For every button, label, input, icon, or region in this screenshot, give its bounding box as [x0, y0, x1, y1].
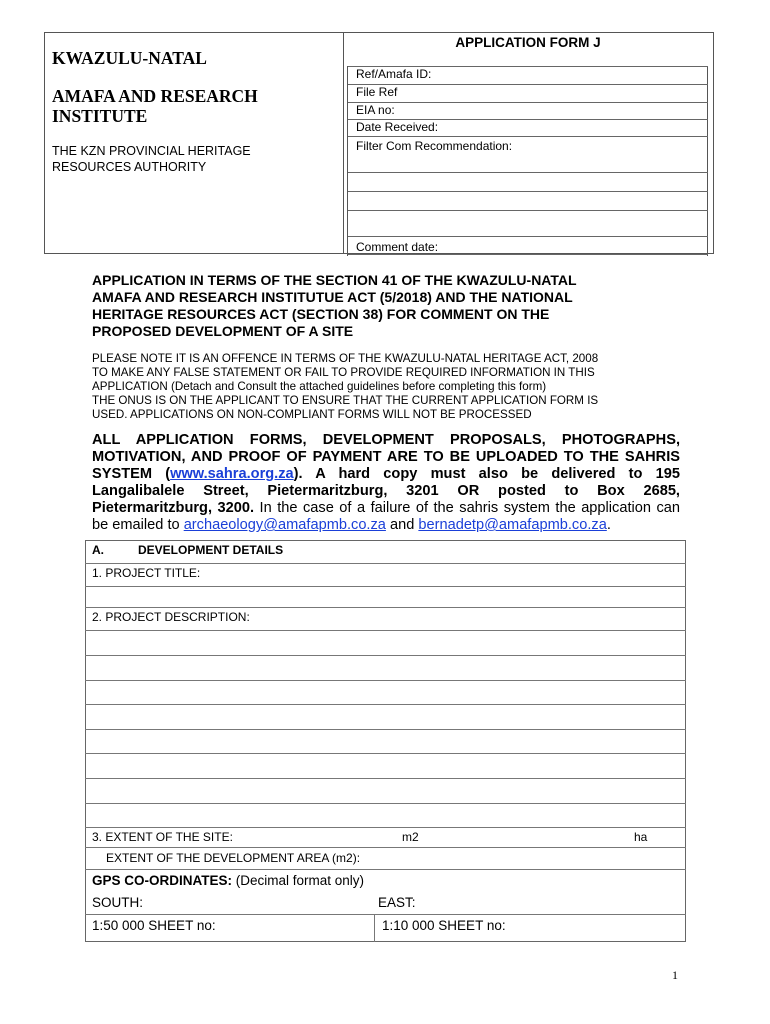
row-divider	[85, 729, 686, 730]
filter-com-field[interactable]	[348, 136, 708, 154]
eia-no-field[interactable]	[348, 102, 708, 119]
org-name-line2: AMAFA AND RESEARCH	[52, 86, 258, 106]
bernadetp-email-link[interactable]: bernadetp@amafapmb.co.za	[418, 517, 607, 533]
main-heading-line4: PROPOSED DEVELOPMENT OF A SITE	[92, 323, 354, 339]
row-divider	[85, 655, 686, 656]
notice-line1: PLEASE NOTE IT IS AN OFFENCE IN TERMS OF THE KWAZULU-NATAL HERITAGE ACT, 2008	[92, 352, 599, 365]
header-divider	[343, 32, 344, 254]
org-name-line1: KWAZULU-NATAL	[52, 48, 207, 68]
row-divider	[85, 607, 686, 608]
upload-notice-end: .	[606, 517, 611, 533]
column-divider	[374, 914, 375, 942]
sheet-10k-label: 1:10 000 SHEET no:	[382, 918, 506, 933]
offence-notice	[92, 352, 692, 422]
eia-no-label: EIA no:	[356, 103, 395, 117]
row-divider	[85, 563, 686, 564]
authority-line2: RESOURCES AUTHORITY	[52, 160, 207, 174]
row-divider	[85, 869, 686, 870]
archaeology-email-link[interactable]: archaeology@amafapmb.co.za	[183, 517, 386, 533]
upload-notice	[92, 432, 680, 534]
extent-development-label: EXTENT OF THE DEVELOPMENT AREA (m2):	[106, 851, 361, 865]
upload-notice-and: and	[385, 517, 419, 533]
upload-notice-text3: In the case of a failure of the sahris system the application can be emailed to	[92, 500, 680, 533]
gps-label: GPS CO-ORDINATES:	[92, 873, 233, 888]
row-divider	[85, 778, 686, 779]
row-divider	[85, 827, 686, 828]
row-divider	[85, 680, 686, 681]
section-letter: A.	[92, 543, 104, 557]
main-heading-line1: APPLICATION IN TERMS OF THE SECTION 41 OF THE KWAZULU-NATAL	[92, 272, 577, 288]
project-description-label: 2. PROJECT DESCRIPTION:	[92, 610, 250, 624]
ref-amafa-label: Ref/Amafa ID:	[356, 67, 432, 81]
project-title-input[interactable]	[86, 587, 685, 607]
comment-date-field[interactable]	[348, 236, 708, 255]
gps-format-note: (Decimal format only)	[232, 873, 365, 888]
file-ref-field[interactable]	[348, 84, 708, 102]
upload-notice-text2: ). A hard copy must also be delivered to 195 Langalibalele Street, Pietermaritzburg, 3201 OR posted to Box 2685, Pietermaritzburg, 3200.	[92, 466, 680, 516]
main-heading-line3: HERITAGE RESOURCES ACT (SECTION 38) FOR COMMENT ON THE	[92, 306, 550, 322]
filter-com-line-2[interactable]	[348, 172, 708, 191]
filter-com-line-3[interactable]	[348, 191, 708, 210]
filter-com-line-4[interactable]	[348, 210, 708, 230]
form-title: APPLICATION FORM J	[455, 35, 601, 50]
filter-com-label: Filter Com Recommendation:	[356, 139, 513, 153]
notice-line5: USED. APPLICATIONS ON NON-COMPLIANT FORMS WILL NOT BE PROCESSED	[92, 408, 532, 421]
sahris-link[interactable]: www.sahra.org.za	[170, 466, 294, 482]
notice-line4: THE ONUS IS ON THE APPLICANT TO ENSURE THAT THE CURRENT APPLICATION FORM IS	[92, 394, 599, 407]
south-label: SOUTH:	[92, 895, 144, 910]
sheet-50k-label: 1:50 000 SHEET no:	[92, 918, 216, 933]
notice-line3: APPLICATION (Detach and Consult the attached guidelines before completing this form)	[92, 380, 547, 393]
section-title: DEVELOPMENT DETAILS	[138, 543, 284, 557]
ref-amafa-field[interactable]	[348, 66, 708, 84]
extent-site-label: 3. EXTENT OF THE SITE:	[92, 830, 233, 844]
comment-date-label: Comment date:	[356, 240, 439, 254]
org-name-line3: INSTITUTE	[52, 106, 148, 126]
row-divider	[85, 803, 686, 804]
date-received-label: Date Received:	[356, 120, 439, 134]
extent-unit-m2: m2	[402, 830, 419, 844]
notice-line2: TO MAKE ANY FALSE STATEMENT OR FAIL TO PROVIDE REQUIRED INFORMATION IN THIS	[92, 366, 595, 379]
file-ref-label: File Ref	[356, 85, 398, 99]
row-divider	[85, 753, 686, 754]
row-divider	[85, 704, 686, 705]
east-label: EAST:	[378, 895, 416, 910]
extent-unit-ha: ha	[634, 830, 648, 844]
project-title-label: 1. PROJECT TITLE:	[92, 566, 201, 580]
main-heading-line2: AMAFA AND RESEARCH INSTITUTUE ACT (5/2018) AND THE NATIONAL	[92, 289, 573, 305]
authority-line1: THE KZN PROVINCIAL HERITAGE	[52, 144, 251, 158]
upload-notice-text1: ALL APPLICATION FORMS, DEVELOPMENT PROPOSALS, PHOTOGRAPHS, MOTIVATION, AND PROOF OF PAYMENT ARE TO BE UPLOADED TO THE SAHRIS SYSTEM (	[92, 432, 680, 482]
date-received-field[interactable]	[348, 119, 708, 136]
row-divider	[85, 847, 686, 848]
row-divider	[85, 914, 686, 915]
main-heading	[92, 272, 692, 340]
gps-heading	[92, 873, 364, 889]
page-number: 1	[672, 968, 678, 982]
